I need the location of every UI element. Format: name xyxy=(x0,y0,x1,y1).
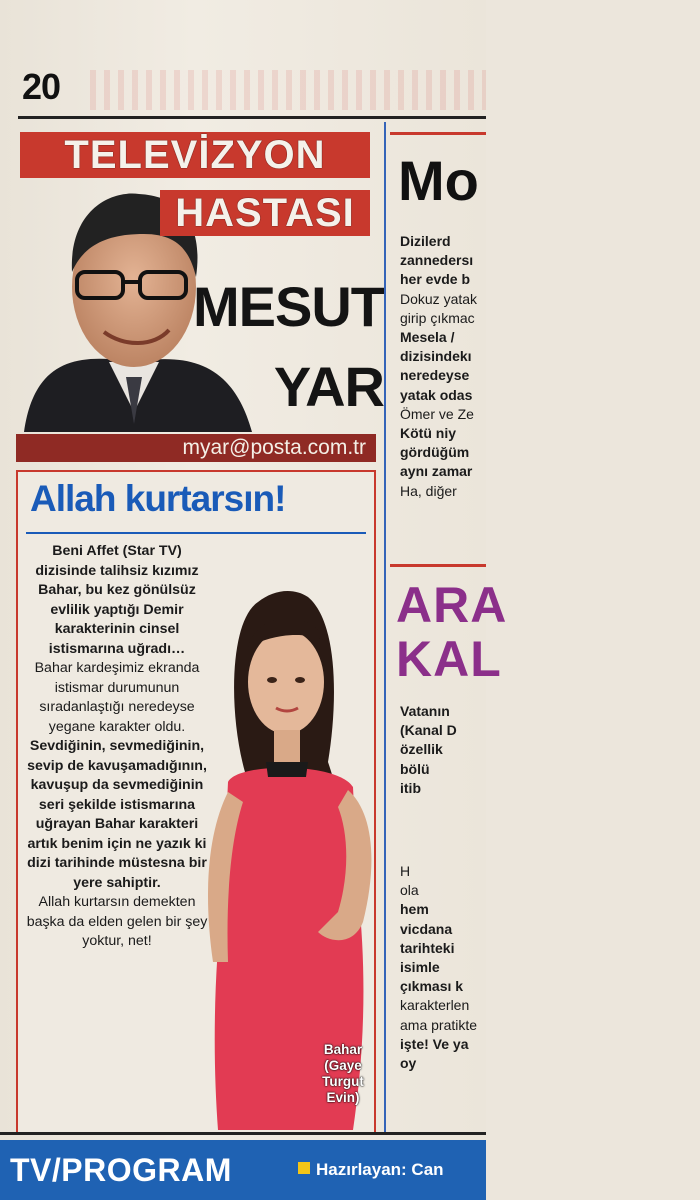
footer-prepared-by: Hazırlayan: Can xyxy=(316,1160,444,1179)
author-email[interactable]: myar@posta.com.tr xyxy=(16,434,376,462)
article-body xyxy=(24,542,210,952)
adjacent-text-line: tarihteki xyxy=(400,939,455,956)
column-title-line2: HASTASI xyxy=(160,190,370,236)
adjacent-text-bottom xyxy=(400,862,700,1073)
adjacent-text-line: itib xyxy=(400,779,421,796)
column-divider xyxy=(384,122,386,1132)
top-ad-bleed xyxy=(90,70,486,110)
adjacent-title: Mo xyxy=(398,149,479,212)
adjacent-text-line: dizisindekı xyxy=(400,348,472,365)
adjacent-text-line: isimle xyxy=(400,959,440,976)
adjacent-text-line: Ha, diğer xyxy=(400,482,457,499)
column-block xyxy=(14,122,394,1132)
article-paragraph: Sevdiğinin, sevmediğinin, sevip de kavuşamadığının, kavuşup da sevmediğinin seri şekilde istismarına uğrayan Bahar karakteri artık benim için ne yazık ki dizi tarihinde müstesna bir yere sahiptir. xyxy=(27,738,207,891)
page-number: 20 xyxy=(22,66,61,107)
adjacent-text-line: hem xyxy=(400,901,429,918)
adjacent-text-line: ola xyxy=(400,882,419,899)
adjacent-text-top xyxy=(400,232,700,501)
adjacent-text-line: özellik xyxy=(400,741,443,758)
adjacent-text-line: Ömer ve Ze xyxy=(400,405,474,422)
adjacent-section-title-2: KAL xyxy=(396,631,502,687)
adjacent-text-line: Mesela / xyxy=(400,329,455,346)
adjacent-text-line: işte! Ve ya xyxy=(400,1035,469,1052)
adjacent-text-line: Dizilerd xyxy=(400,233,451,249)
adjacent-rule xyxy=(390,132,486,135)
adjacent-section-title-1: ARA xyxy=(396,577,508,633)
adjacent-section-rule xyxy=(390,564,486,567)
author-first-name: MESUT xyxy=(193,275,384,338)
author-last-name: YAR xyxy=(273,355,384,418)
adjacent-text-line: aynı zamar xyxy=(400,463,473,480)
adjacent-text-line: H xyxy=(400,863,411,879)
photo-caption: Bahar (Gaye Turgut Evin) xyxy=(322,1042,364,1105)
column-title-line1: TELEVİZYON xyxy=(20,132,370,178)
adjacent-text-line: çıkması k xyxy=(400,978,464,995)
adjacent-text-line: karakterlen xyxy=(400,997,470,1014)
adjacent-column-fragment xyxy=(390,122,508,1132)
adjacent-text-line: ama pratikte xyxy=(400,1016,478,1033)
footer-rule xyxy=(0,1132,486,1135)
article-headline: Allah kurtarsın! xyxy=(30,478,286,519)
adjacent-text-line: vicdana xyxy=(400,920,453,937)
adjacent-text-line: oy xyxy=(400,1055,417,1072)
article-paragraph: Bahar kardeşimiz ekranda istismar durumunun sıradanlaştığı neredeyse yegane karakter oldu. xyxy=(34,660,200,735)
adjacent-text-line: Dokuz yatak xyxy=(400,290,478,307)
adjacent-text-line: girip çıkmac xyxy=(400,309,475,326)
adjacent-text-line: zannedersı xyxy=(400,252,474,269)
top-rule xyxy=(18,116,486,119)
adjacent-text-line: her evde b xyxy=(400,271,471,288)
adjacent-text-line: Vatanın xyxy=(400,703,450,719)
adjacent-text-line: neredeyse xyxy=(400,367,470,384)
adjacent-text-line: (Kanal D xyxy=(400,722,457,739)
article-box xyxy=(16,470,376,1134)
footer-bullet-icon xyxy=(298,1162,310,1174)
footer-section-label: TV/PROGRAM xyxy=(10,1152,232,1188)
adjacent-text-line: Kötü niy xyxy=(400,425,456,442)
adjacent-text-mid xyxy=(400,702,700,798)
adjacent-section-title xyxy=(396,578,507,686)
adjacent-text-line: yatak odas xyxy=(400,386,473,403)
headline-rule xyxy=(26,532,366,534)
article-paragraph: Allah kurtarsın demekten başka da elden gelen bir şey yoktur, net! xyxy=(26,894,208,949)
adjacent-text-line: bölü xyxy=(400,760,430,777)
adjacent-text-line: gördüğüm xyxy=(400,444,470,461)
article-paragraph: Beni Affet (Star TV) dizisinde talihsiz kızımız Bahar, bu kez gönülsüz evlilik yaptığı Demir karakterinin cinsel istismarına uğradı… xyxy=(35,543,199,657)
